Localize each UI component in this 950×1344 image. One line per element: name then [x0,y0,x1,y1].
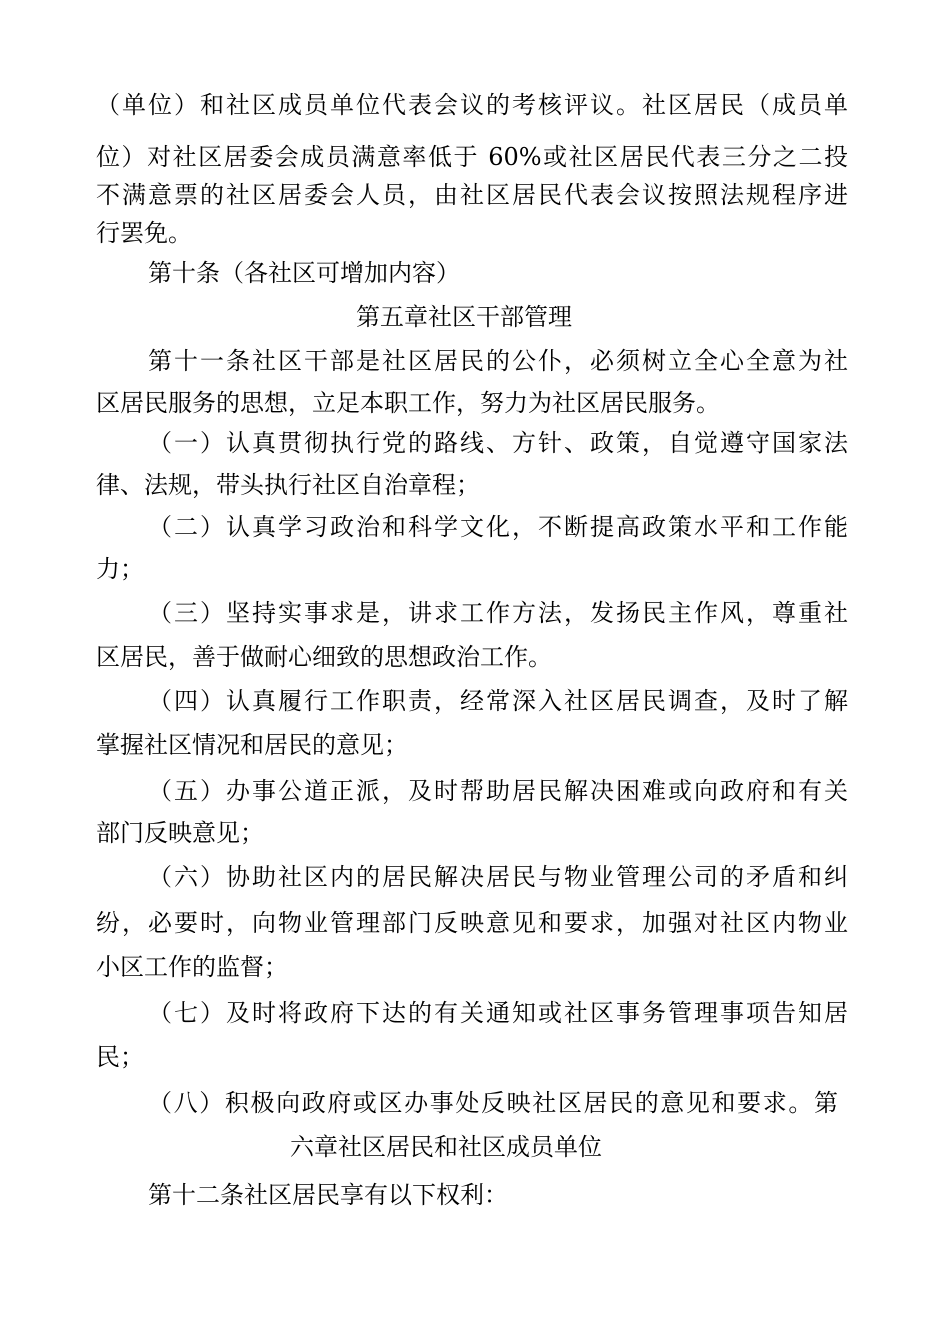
article-11-line-1: 第十一条社区干部是社区居民的公仆，必须树立全心全意为社 [148,347,848,375]
paragraph-line-4: 行罢免。 [96,219,192,247]
paragraph-line-1: （单位）和社区成员单位代表会议的考核评议。社区居民（成员单 [96,91,848,119]
paragraph-line-2: 位）对社区居委会成员满意率低于 60%或社区居民代表三分之二投 [96,143,848,171]
paragraph-line-3: 不满意票的社区居委会人员，由社区居民代表会议按照法规程序进 [96,181,848,209]
item-4-line-2: 掌握社区情况和居民的意见； [96,731,408,759]
item-2-line-2: 力； [96,555,144,583]
item-6-line-2: 纷，必要时，向物业管理部门反映意见和要求，加强对社区内物业 [96,909,848,937]
item-3-line-2: 区居民，善于做耐心细致的思想政治工作。 [96,643,552,671]
item-7-line-1: （七）及时将政府下达的有关通知或社区事务管理事项告知居 [148,999,848,1027]
item-4-line-1: （四）认真履行工作职责，经常深入社区居民调查，及时了解 [148,687,848,715]
chapter-6-title: 六章社区居民和社区成员单位 [290,1133,602,1161]
item-7-line-2: 民； [96,1043,144,1071]
item-1-line-1: （一）认真贯彻执行党的路线、方针、政策，自觉遵守国家法 [148,429,848,457]
article-10-heading: 第十条（各社区可增加内容） [148,259,460,287]
item-6-line-1: （六）协助社区内的居民解决居民与物业管理公司的矛盾和纠 [148,863,848,891]
item-6-line-3: 小区工作的监督； [96,953,288,981]
item-3-line-1: （三）坚持实事求是，讲求工作方法，发扬民主作风，尊重社 [148,599,848,627]
item-5-line-2: 部门反映意见； [96,819,264,847]
item-8-line-1: （八）积极向政府或区办事处反映社区居民的意见和要求。第 [148,1089,838,1117]
item-2-line-1: （二）认真学习政治和科学文化，不断提高政策水平和工作能 [148,513,848,541]
article-12-heading: 第十二条社区居民享有以下权利： [148,1181,508,1209]
article-11-line-2: 区居民服务的思想，立足本职工作，努力为社区居民服务。 [96,389,720,417]
item-5-line-1: （五）办事公道正派，及时帮助居民解决困难或向政府和有关 [148,777,848,805]
item-1-line-2: 律、法规，带头执行社区自治章程； [96,471,480,499]
chapter-5-title: 第五章社区干部管理 [356,303,572,331]
